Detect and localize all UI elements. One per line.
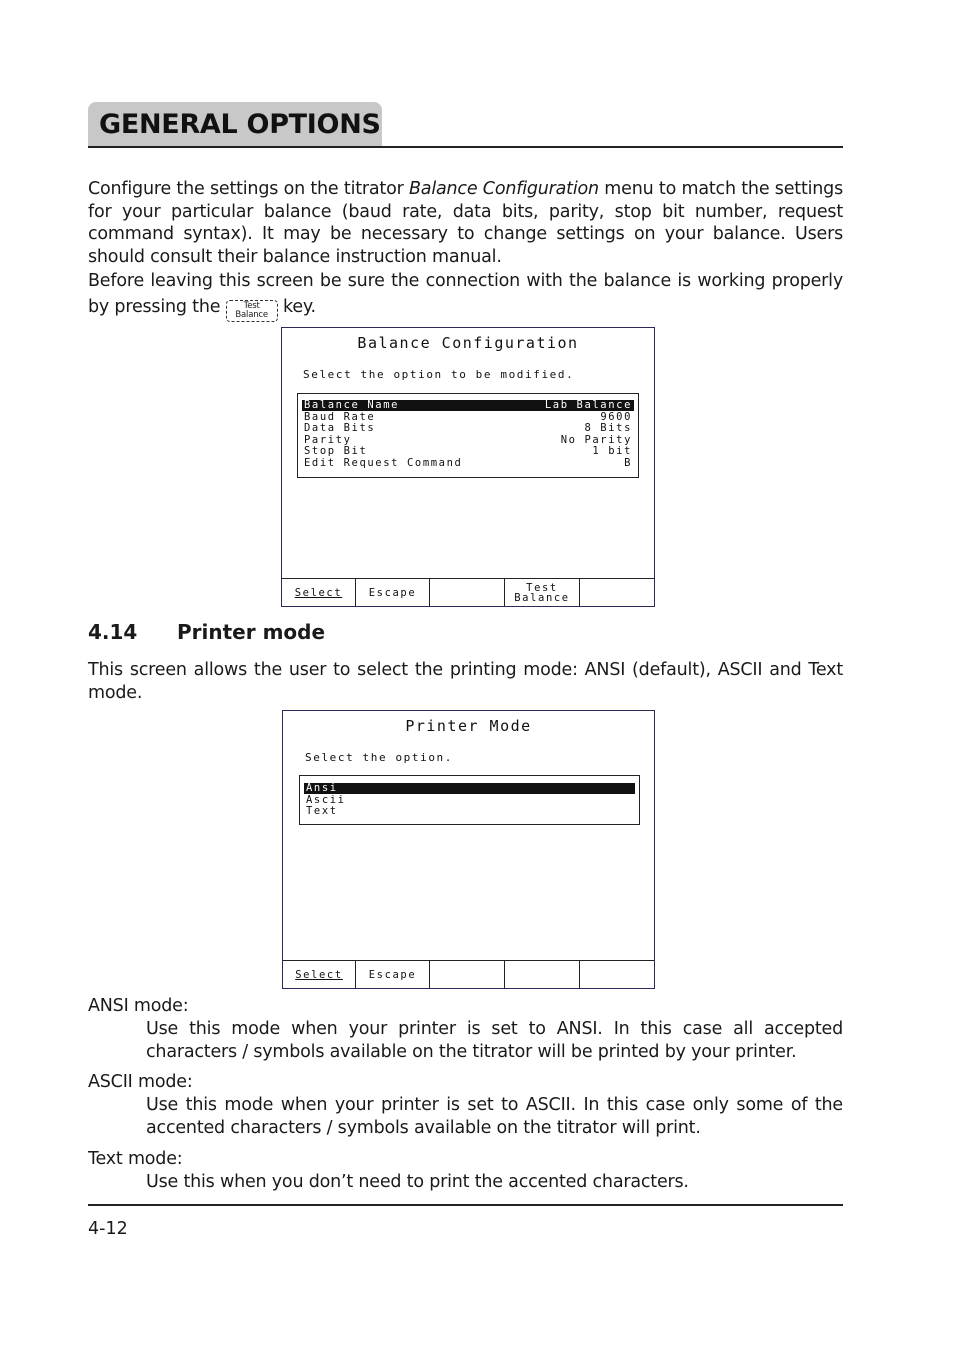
ansi-mode-label: ANSI mode: (88, 996, 189, 1016)
select-softkey[interactable]: Select (282, 579, 356, 606)
ansi-mode-description: Use this mode when your printer is set to ANSI. In this case all accepted characters / symbols available on the titrator will be printed by your printer. (146, 1019, 843, 1062)
intro-text-b: menu to match the settings for your particular balance (baud rate, data bits, parity, stop bit number, request command syntax). It may be necessary to change settings on your balance. Users should consult their balance instruction manual. (88, 179, 843, 267)
key-label-line2: Balance (235, 310, 268, 320)
key-label-line1: Test (243, 300, 260, 311)
screen-prompt: Select the option to be modified. (303, 368, 575, 381)
screen-title: Printer Mode (405, 717, 532, 735)
ascii-mode-label: ASCII mode: (88, 1072, 193, 1092)
balance-configuration-screen (281, 327, 655, 607)
screen-title: Balance Configuration (357, 334, 579, 352)
option-row-ansi[interactable]: Ansi (304, 783, 635, 794)
intro-text-d: key. (277, 297, 316, 317)
section-title: Printer mode (177, 620, 326, 644)
section-number: 4.14 (88, 620, 138, 644)
intro-text-a: Configure the settings on the titrator (88, 179, 409, 199)
escape-softkey[interactable]: Escape (356, 961, 430, 988)
intro-menu-name: Balance Configuration (409, 179, 599, 199)
ascii-mode-description: Use this mode when your printer is set to ASCII. In this case only some of the accented characters / symbols available on the titrator will print. (146, 1095, 843, 1138)
empty-softkey-4[interactable] (505, 961, 580, 988)
option-list (299, 775, 640, 825)
option-row-balance-name[interactable]: Balance Name Lab Balance (304, 399, 632, 411)
option-row-data-bits[interactable]: Data Bits 8 Bits (304, 422, 632, 434)
test-balance-key-icon (226, 300, 278, 322)
screen-prompt: Select the option. (305, 751, 454, 764)
section-header-title: GENERAL OPTIONS (88, 102, 382, 146)
empty-softkey-5[interactable] (580, 579, 654, 606)
option-list (297, 393, 639, 478)
empty-softkey-5[interactable] (580, 961, 654, 988)
page-number: 4-12 (88, 1219, 128, 1239)
option-row-parity[interactable]: Parity No Parity (304, 433, 632, 446)
select-softkey[interactable]: Select (283, 961, 356, 988)
escape-softkey[interactable]: Escape (356, 579, 430, 606)
printer-intro-paragraph: This screen allows the user to select the printing mode: ANSI (default), ASCII and Text mode. (88, 660, 843, 703)
text-mode-label: Text mode: (88, 1149, 183, 1169)
option-row-stop-bit[interactable]: Stop Bit 1 bit (304, 445, 632, 457)
option-row-baud-rate[interactable]: Baud Rate 9600 (304, 410, 632, 423)
header-divider (88, 146, 843, 148)
option-row-edit-request-command[interactable]: Edit Request Command B (304, 456, 632, 469)
softkey-bar (282, 578, 654, 606)
text-mode-description: Use this when you don’t need to print the accented characters. (146, 1172, 689, 1192)
footer-divider (88, 1204, 843, 1206)
option-row-ascii[interactable]: Ascii (306, 793, 346, 806)
test-balance-softkey[interactable]: Test Balance (505, 579, 580, 606)
intro-paragraph-2 (88, 268, 843, 322)
empty-softkey-3[interactable] (430, 961, 505, 988)
intro-paragraph-1 (88, 178, 843, 268)
printer-mode-screen (282, 710, 655, 989)
empty-softkey-3[interactable] (430, 579, 505, 606)
softkey-bar (283, 960, 654, 988)
option-row-text[interactable]: Text (306, 805, 338, 817)
intro-text-c: Before leaving this screen be sure the connection with the balance is working properly by pressing the (88, 271, 843, 317)
